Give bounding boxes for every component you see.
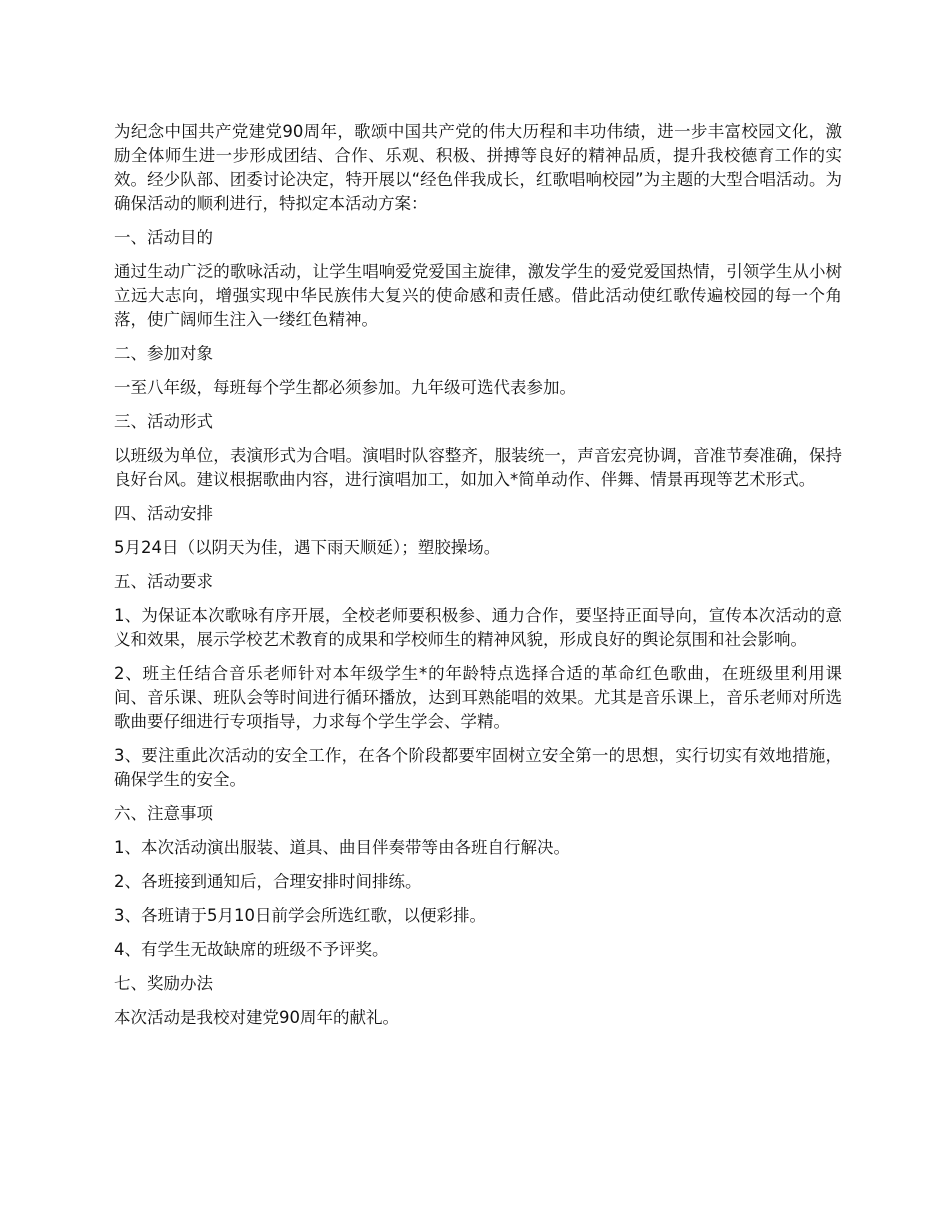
section-requirements [114, 570, 842, 792]
section-heading: 一、活动目的 [114, 228, 213, 247]
section-paragraph: 以班级为单位，表演形式为合唱。演唱时队容整齐，服装统一，声音宏亮协调，音准节奏准确，保持良好台风。建议根据歌曲内容，进行演唱加工，如加入*简单动作、伴舞、情景再现等艺术形式。 [114, 446, 842, 489]
section-format [114, 410, 842, 492]
section-heading: 七、奖励办法 [114, 974, 213, 993]
section-heading: 五、活动要求 [114, 572, 213, 591]
section-heading: 三、活动形式 [114, 412, 213, 431]
section-paragraph: 3、各班请于5月10日前学会所选红歌，以便彩排。 [114, 906, 486, 925]
section-paragraph: 2、班主任结合音乐老师针对本年级学生*的年龄特点选择合适的革命红色歌曲，在班级里利用课间、音乐课、班队会等时间进行循环播放，达到耳熟能唱的效果。尤其是音乐课上，音乐老师对所选歌曲要仔细进行专项指导，力求每个学生学会、学精。 [114, 664, 842, 731]
section-paragraph: 本次活动是我校对建党90周年的献礼。 [114, 1008, 399, 1027]
section-paragraph: 4、有学生无故缺席的班级不予评奖。 [114, 940, 389, 959]
section-heading: 四、活动安排 [114, 504, 213, 523]
intro-paragraph: 为纪念中国共产党建党90周年，歌颂中国共产党的伟大历程和丰功伟绩，进一步丰富校园文化，激励全体师生进一步形成团结、合作、乐观、积极、拼搏等良好的精神品质，提升我校德育工作的实效。经少队部、团委讨论决定，特开展以“经色伴我成长，红歌唱响校园”为主题的大型合唱活动。为确保活动的顺利进行，特拟定本活动方案： [114, 122, 842, 213]
section-rewards [114, 972, 842, 1030]
section-heading: 六、注意事项 [114, 804, 213, 823]
section-purpose [114, 226, 842, 332]
section-paragraph: 1、为保证本次歌咏有序开展，全校老师要积极参、通力合作，要坚持正面导向，宣传本次活动的意义和效果，展示学校艺术教育的成果和学校师生的精神风貌，形成良好的舆论氛围和社会影响。 [114, 606, 842, 649]
section-paragraph: 5月24日（以阴天为佳，遇下雨天顺延）；塑胶操场。 [114, 538, 501, 557]
section-paragraph: 2、各班接到通知后，合理安排时间排练。 [114, 872, 422, 891]
section-participants [114, 342, 842, 400]
section-paragraph: 通过生动广泛的歌咏活动，让学生唱响爱党爱国主旋律，激发学生的爱党爱国热情，引领学生从小树立远大志向，增强实现中华民族伟大复兴的使命感和责任感。借此活动使红歌传遍校园的每一个角落，使广阔师生注入一缕红色精神。 [114, 262, 842, 329]
section-paragraph: 一至八年级，每班每个学生都必须参加。九年级可选代表参加。 [114, 378, 576, 397]
section-paragraph: 1、本次活动演出服装、道具、曲目伴奏带等由各班自行解决。 [114, 838, 570, 857]
section-notes [114, 802, 842, 962]
section-heading: 二、参加对象 [114, 344, 213, 363]
section-paragraph: 3、要注重此次活动的安全工作，在各个阶段都要牢固树立安全第一的思想，实行切实有效地措施，确保学生的安全。 [114, 746, 842, 789]
section-schedule [114, 502, 842, 560]
